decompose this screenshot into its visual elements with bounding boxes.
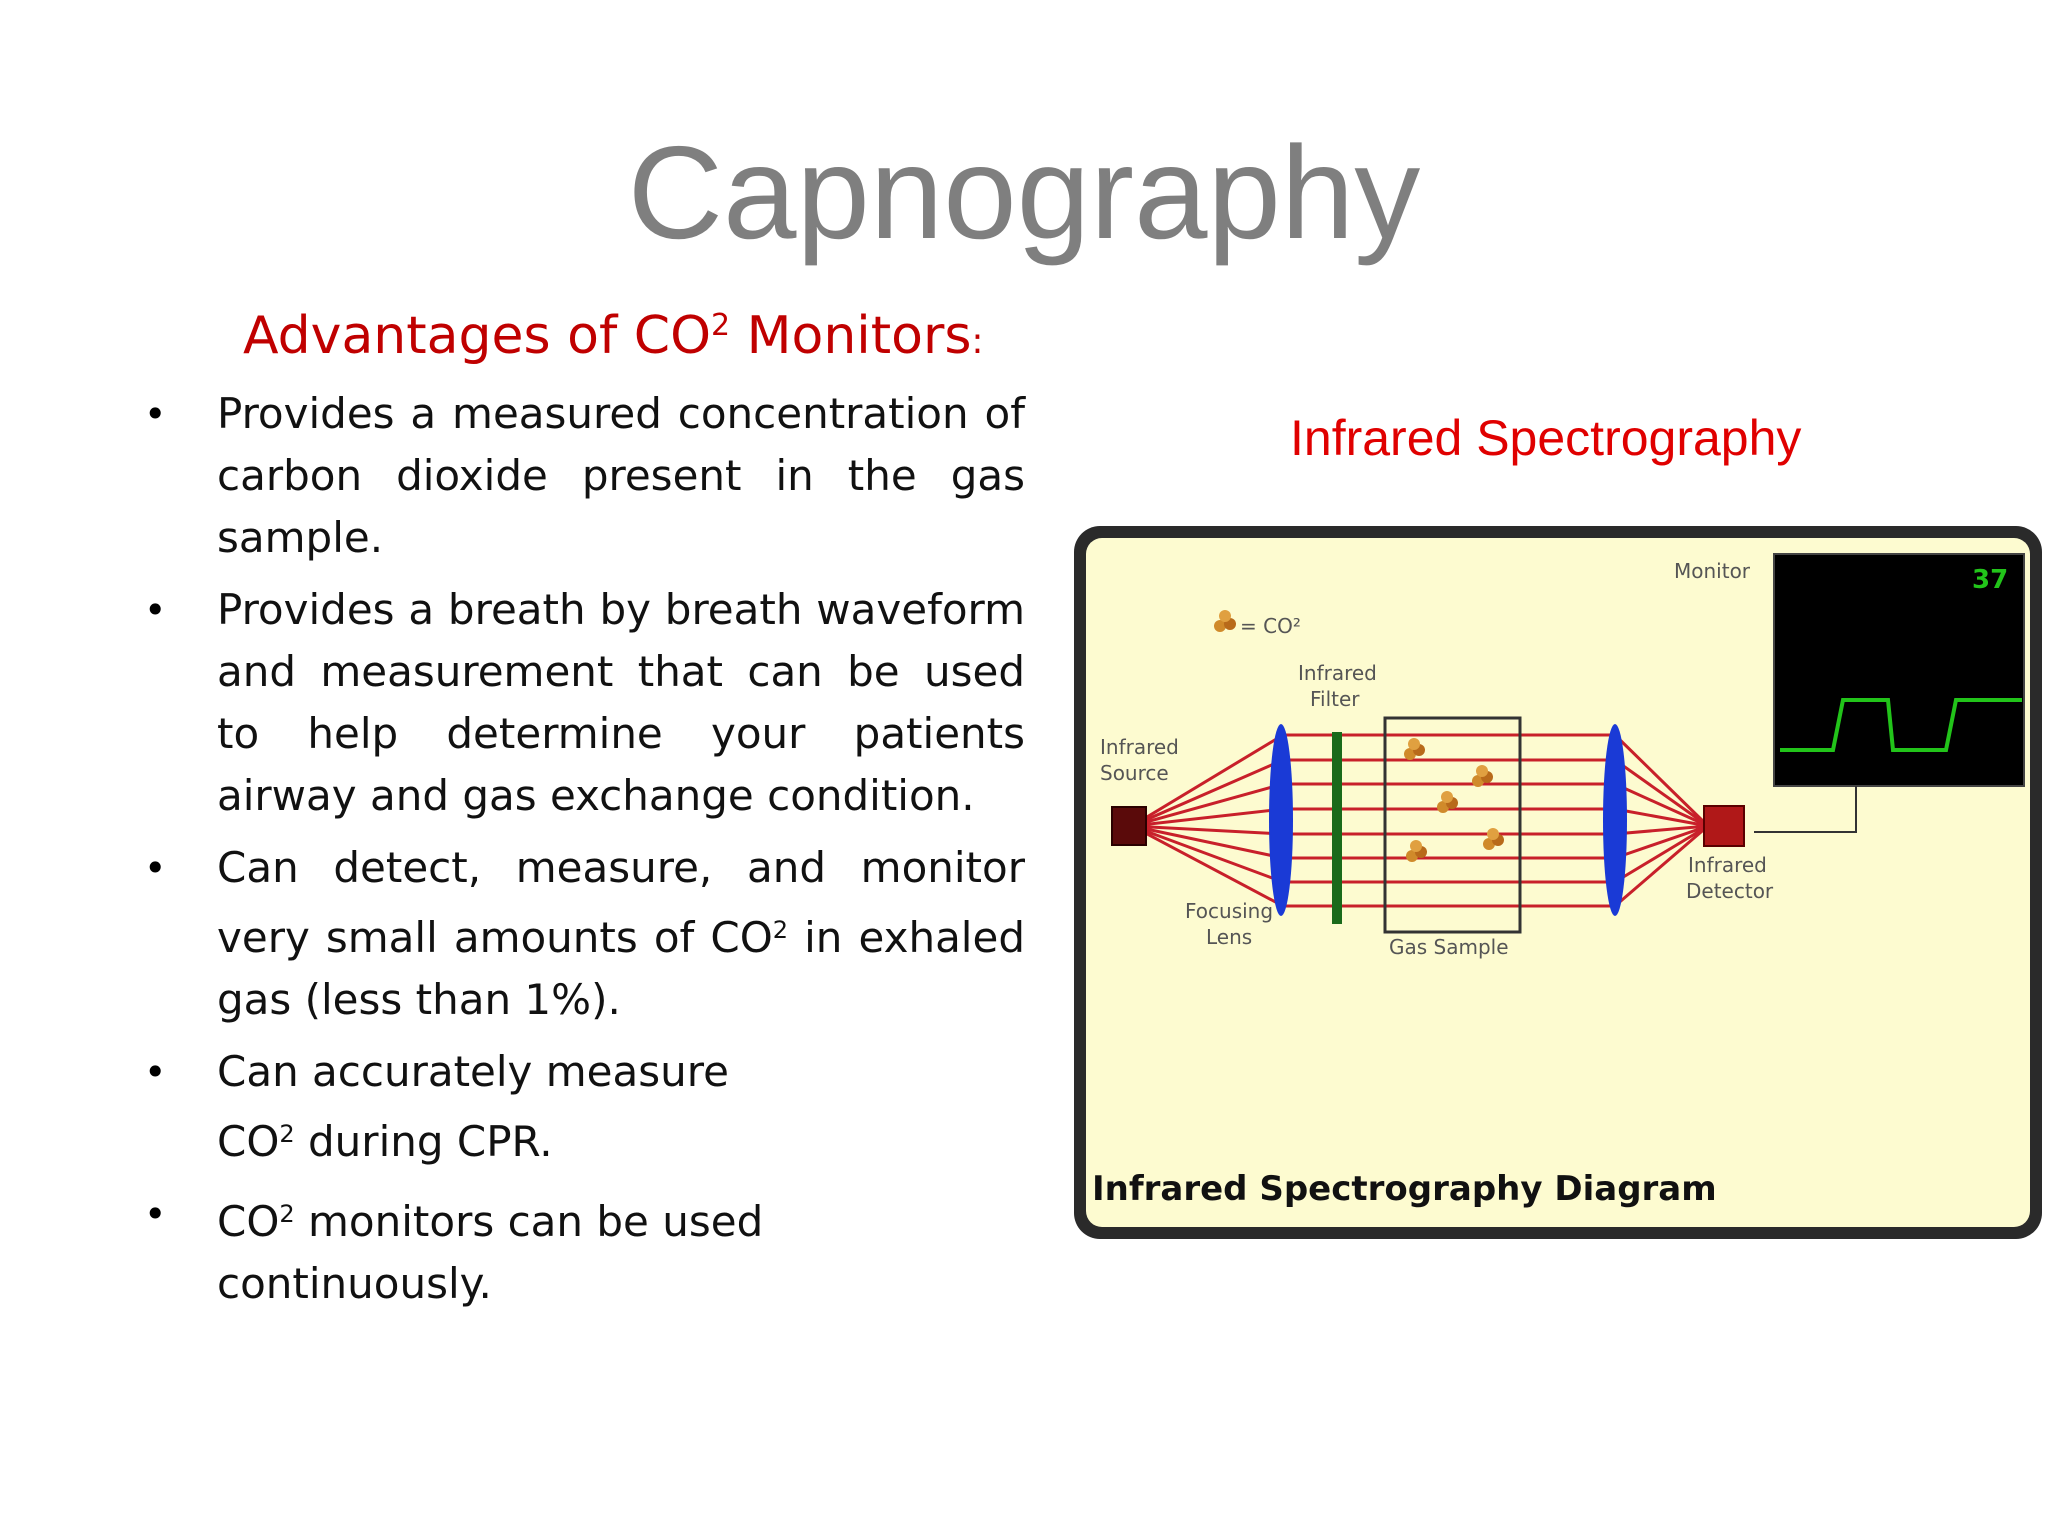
subtitle-subscript: 2 [711,308,731,343]
filter-label-line2: Filter [1310,687,1360,711]
bullet-item [136,1041,1026,1173]
bullet-text-part: Can detect, measure, and monitor very small amounts of CO [217,843,1025,962]
bullet-item [136,837,1026,1031]
bullet-text-part: CO [217,1197,280,1246]
source-label-line1: Infrared [1100,735,1179,759]
detector-label-line1: Infrared [1688,853,1767,877]
bullet-dot-icon: • [144,1050,167,1094]
bullet-subscript: 2 [772,916,789,944]
bullet-text [217,1183,817,1315]
subtitle-colon: : [971,321,984,362]
source-label-line2: Source [1100,761,1169,785]
gas-sample-label: Gas Sample [1389,935,1509,959]
bullet-list [136,383,1026,1325]
bullet-subscript: 2 [279,1200,295,1228]
lens-label-line2: Lens [1206,925,1253,949]
bullet-text [217,579,1025,827]
bullet-item [136,383,1026,569]
bullet-dot-icon: • [144,588,167,632]
bullet-dot-icon: • [144,392,167,436]
infrared-spectrography-diagram [1068,520,2048,1245]
slide-title: Capnography [627,119,1421,266]
collecting-lens [1603,724,1627,916]
section-subtitle [243,294,984,374]
bullet-text-part: Provides a breath by breath waveform and measurement that can be used to help determine your patients airway and gas exchange condition. [217,585,1025,820]
bullet-text-part: in exhaled gas (less than 1%). [217,913,1025,1024]
monitor-label: Monitor [1674,559,1751,583]
lens-label-line1: Focusing [1185,899,1274,923]
bullet-text [217,1041,817,1173]
filter-label-line1: Infrared [1298,661,1377,685]
bullet-item [136,1183,1026,1315]
diagram-svg [1068,520,2048,1245]
detector-label-line2: Detector [1686,879,1774,903]
bullet-text-part: during CPR. [294,1117,553,1166]
bullet-dot-icon: • [144,846,167,890]
infrared-detector [1704,806,1744,846]
monitor-value: 37 [1972,565,2009,595]
bullet-text-part: Provides a measured concentration of carbon dioxide present in the gas sample. [217,389,1025,562]
bullet-dot-icon: • [144,1192,167,1236]
bullet-text [217,383,1025,569]
subtitle-text: Advantages of CO [243,306,712,366]
diagram-caption: Infrared Spectrography Diagram [1092,1169,1717,1209]
bullet-item [136,579,1026,827]
bullet-text [217,837,1025,1031]
legend-text: = CO² [1240,614,1301,638]
subtitle-rest: Monitors [730,306,972,366]
bullet-text-part: Can accurately measure CO [217,1047,729,1166]
infrared-source [1112,807,1146,845]
bullet-subscript: 2 [279,1120,295,1148]
focusing-lens [1269,724,1293,916]
diagram-heading: Infrared Spectrography [1290,410,1802,466]
infrared-filter [1332,732,1342,924]
bullet-text-part: monitors can be used continuously. [217,1197,764,1308]
